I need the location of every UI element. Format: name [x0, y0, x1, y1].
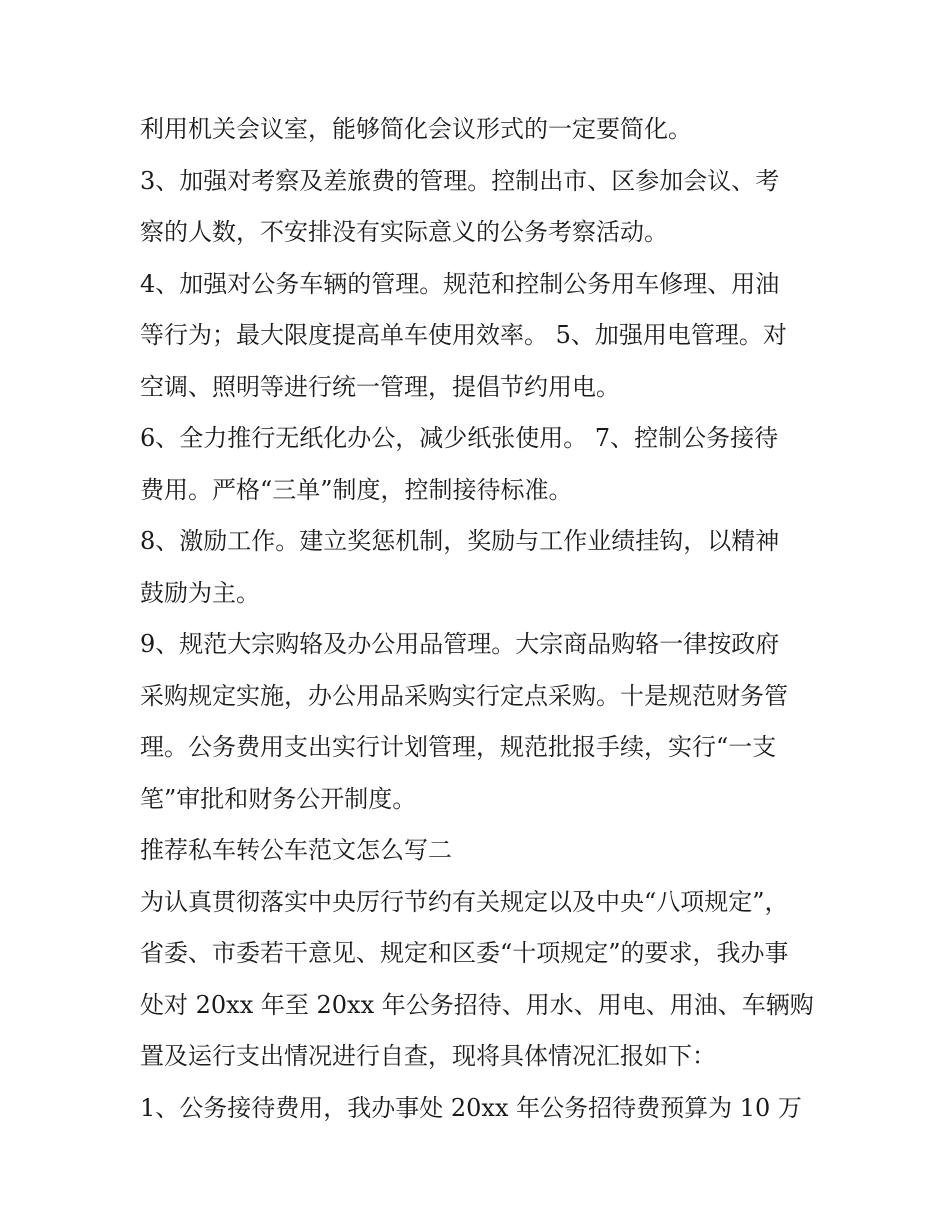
- text-line: 4、加强对公务车辆的管理。规范和控制公务用车修理、用油: [140, 269, 780, 298]
- section-heading: 推荐私车转公车范文怎么写二: [140, 836, 452, 864]
- text-line: 鼓励为主。: [140, 578, 260, 607]
- text-line: 省委、市委若干意见、规定和区委“十项规定”的要求，我办事: [140, 939, 789, 967]
- text-line: 为认真贯彻落实中央厉行节约有关规定以及中央“八项规定”，: [140, 887, 789, 916]
- text-line: 8、激励工作。建立奖惩机制，奖励与工作业绩挂钩，以精神: [140, 527, 780, 555]
- text-line: 9、规范大宗购辂及办公用品管理。大宗商品购辂一律按政府: [140, 630, 780, 658]
- text-line: 1、公务接待费用，我办事处 20xx 年公务招待费预算为 10 万: [140, 1093, 802, 1122]
- document-body: [140, 104, 820, 1134]
- text-line: 察的人数，不安排没有实际意义的公务考察活动。: [140, 218, 668, 246]
- text-line: 空调、照明等进行统一管理，提倡节约用电。: [140, 372, 620, 401]
- text-line: 处对 20xx 年至 20xx 年公务招待、用水、用电、用油、车辆购: [140, 990, 814, 1019]
- text-line: 采购规定实施，办公用品采购实行定点采购。十是规范财务管: [140, 681, 788, 710]
- text-line: 利用机关会议室，能够简化会议形式的一定要简化。: [140, 115, 692, 143]
- text-line: 等行为；最大限度提高单车使用效率。 5、加强用电管理。对: [140, 321, 787, 349]
- text-line: 置及运行支出情况进行自查，现将具体情况汇报如下：: [140, 1042, 716, 1070]
- text-line: 理。公务费用支出实行计划管理，规范批报手续，实行“一支: [140, 733, 777, 761]
- text-line: 笔”审批和财务公开制度。: [140, 784, 417, 813]
- text-line: 3、加强对考察及差旅费的管理。控制出市、区参加会议、考: [140, 166, 780, 195]
- text-line: 费用。严格“三单”制度，控制接待标准。: [140, 475, 573, 504]
- text-line: 6、全力推行无纸化办公，减少纸张使用。 7、控制公务接待: [140, 424, 779, 452]
